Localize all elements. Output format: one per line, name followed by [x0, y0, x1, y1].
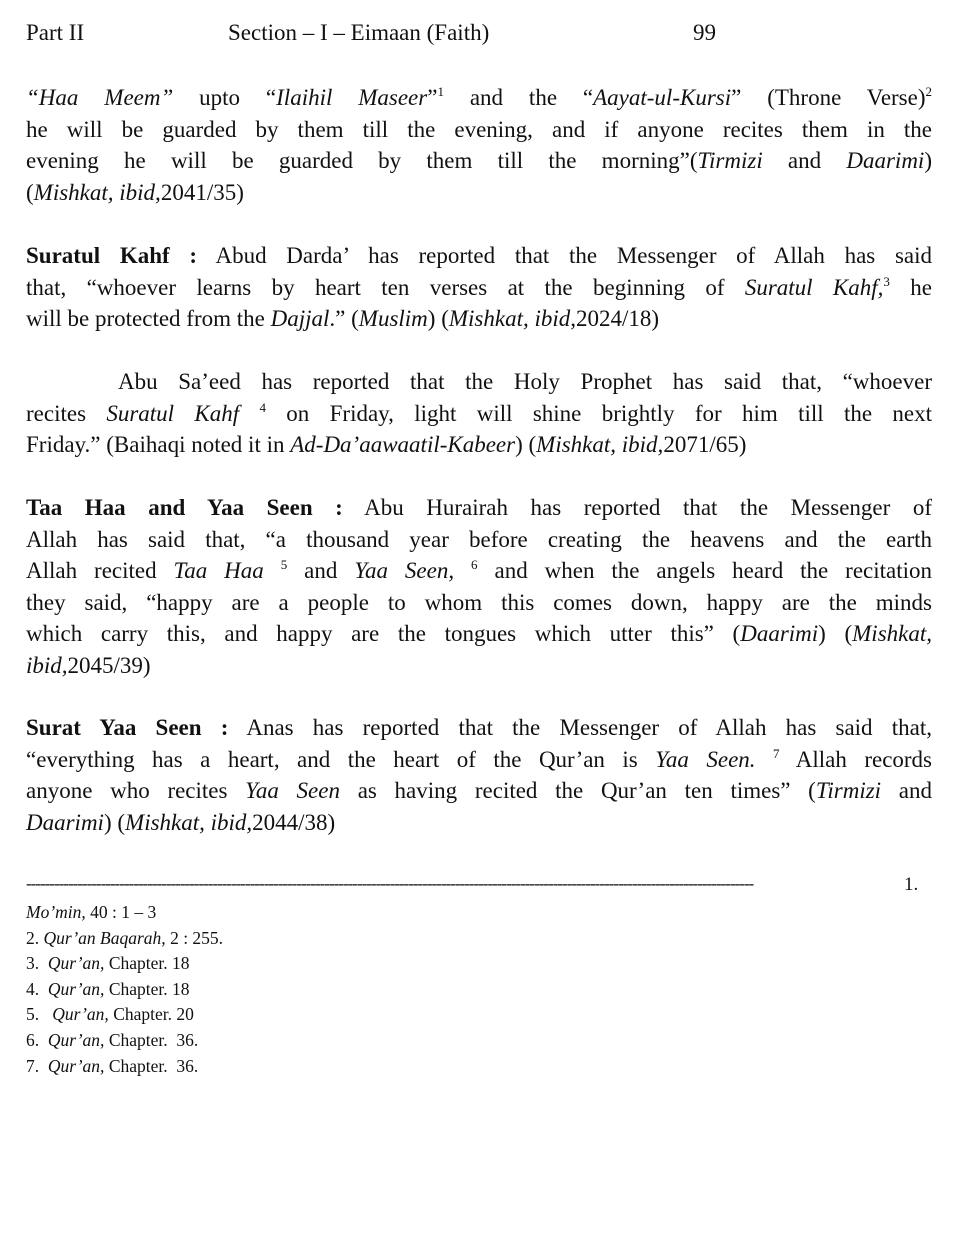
footnote	[26, 1028, 223, 1054]
text-run	[756, 747, 773, 772]
text-run: anyone who recites	[26, 778, 246, 804]
text-run: 2071/65)	[663, 432, 747, 458]
text-run: and	[287, 558, 355, 584]
text-run: Mishkat, ibid,	[125, 809, 253, 835]
text-run: Aayat-ul-Kursi	[593, 85, 732, 110]
footnote	[26, 951, 223, 977]
text-run: 2044/38)	[252, 809, 336, 835]
text-run: Friday.” (Baihaqi noted it in	[26, 432, 291, 458]
text-line	[26, 744, 932, 776]
text-run: ibid,	[26, 652, 68, 678]
text-run: 2 : 255.	[165, 927, 224, 948]
text-run: that, “whoever learns by heart ten verses at the beginning of	[26, 274, 745, 300]
text-run: Mishkat,	[852, 621, 932, 647]
text-line	[26, 429, 932, 461]
text-run: which carry this, and happy are the tongues which utter this” (	[26, 621, 741, 647]
text-run: 2045/39)	[67, 652, 151, 678]
text-run: Daarimi	[740, 621, 819, 647]
text-run: Daarimi	[846, 148, 925, 174]
text-run: 40 : 1 – 3	[85, 902, 157, 922]
text-run: 7.	[26, 1055, 48, 1076]
text-run: Dajjal	[270, 306, 330, 332]
footnote	[26, 977, 223, 1003]
section-heading: Surat Yaa Seen :	[26, 715, 229, 740]
text-run: “Haa Meem”	[26, 85, 174, 110]
text-run: Yaa Seen,	[354, 558, 455, 584]
text-run: and when the angels heard the recitation	[477, 558, 933, 584]
text-run: Abud Darda’ has reported that the Messenger of Allah has said	[197, 243, 932, 268]
text-run: Chapter. 18	[104, 953, 190, 974]
section-heading: Suratul Kahf :	[26, 243, 198, 268]
text-run: Chapter. 36.	[104, 1055, 199, 1076]
text-run: and the “	[443, 85, 594, 110]
paragraph-surat-yaa-seen	[26, 712, 932, 838]
paragraph-taa-haa-yaa-seen	[26, 492, 932, 682]
text-line	[26, 650, 932, 682]
text-run: as having recited the Qur’an ten times” (	[339, 778, 816, 804]
text-run: Tirmizi	[815, 778, 882, 804]
text-run: “everything has a heart, and the heart of the Qur’an is	[26, 746, 656, 772]
text-line	[26, 145, 932, 177]
text-run: 3.	[26, 953, 48, 974]
text-run: on Friday, light will shine brightly for him till the next	[265, 400, 933, 426]
text-run: he	[889, 274, 932, 300]
text-run: 6.	[26, 1029, 48, 1050]
text-line	[26, 492, 932, 524]
footnote-ref: 1	[437, 84, 444, 99]
text-run: ) (	[103, 809, 126, 835]
text-line	[26, 775, 932, 807]
text-run: Abu Hurairah has reported that the Messenger of	[342, 495, 932, 520]
text-run: Muslim	[358, 306, 428, 332]
text-run	[454, 558, 471, 583]
footnote-divider-number: 1.	[904, 874, 919, 895]
text-run: 5.	[26, 1004, 53, 1025]
text-run: Mo’min,	[26, 902, 86, 922]
footnote-ref: 6	[471, 557, 478, 573]
text-run: Chapter. 36.	[104, 1029, 199, 1050]
text-line	[26, 587, 932, 619]
text-run: 2.	[26, 927, 44, 948]
text-run: Taa Haa	[173, 558, 264, 584]
text-run: they said, “happy are a people to whom this comes down, happy are the minds	[26, 589, 932, 615]
text-run: Ad-Da’aawaatil-Kabeer	[290, 432, 516, 458]
text-run: Allah records	[779, 746, 933, 772]
text-line	[26, 177, 932, 209]
text-run: ) (	[427, 306, 449, 332]
footnote-ref: 5	[280, 557, 288, 573]
text-run: 4.	[26, 978, 48, 999]
text-line	[26, 618, 932, 650]
text-line	[26, 82, 932, 114]
footnote	[26, 1054, 223, 1080]
text-run: .” (	[329, 306, 359, 332]
text-run: Chapter. 20	[108, 1004, 194, 1025]
text-run: 2041/35)	[160, 179, 244, 205]
text-line	[26, 366, 932, 398]
section-heading: Taa Haa and Yaa Seen :	[26, 495, 343, 520]
text-line	[26, 398, 932, 430]
text-run: Qur’an,	[47, 978, 105, 999]
footnote	[26, 1002, 223, 1028]
text-run: Allah recited	[26, 558, 174, 584]
text-line	[26, 114, 932, 146]
text-run: and	[881, 778, 932, 804]
text-run: Suratul Kahf	[106, 400, 240, 426]
text-run: (	[26, 179, 34, 205]
text-run: Tirmizi	[697, 148, 763, 174]
header-part: Part II	[26, 20, 85, 45]
text-line	[26, 524, 932, 556]
text-line	[26, 240, 932, 272]
text-run: Yaa Seen.	[655, 746, 756, 772]
text-run: 2024/18)	[576, 306, 660, 332]
text-run: he will be guarded by them till the evening, and if anyone recites them in the	[26, 116, 932, 142]
text-run: ) (	[515, 432, 537, 458]
text-run: will be protected from the	[26, 306, 271, 332]
text-line	[26, 712, 932, 744]
footnote-ref: 3	[883, 273, 890, 289]
text-run: Qur’an,	[47, 1055, 105, 1076]
text-run: Yaa Seen	[245, 778, 340, 804]
text-run: Ilaihil Maseer	[276, 85, 428, 110]
text-run: recites	[26, 400, 107, 426]
text-run: Chapter. 18	[104, 978, 190, 999]
text-run: and	[762, 148, 847, 174]
text-run: Qur’an,	[52, 1004, 109, 1025]
text-run: upto “	[173, 85, 277, 110]
text-run	[239, 401, 259, 426]
text-run: Mishkat, ibid,	[33, 179, 161, 205]
text-run: Mishkat, ibid,	[448, 306, 576, 332]
text-run: evening he will be guarded by them till the morning”(	[26, 148, 698, 174]
text-run: Mishkat, ibid,	[536, 432, 664, 458]
text-run: )	[924, 148, 932, 174]
footnotes	[26, 900, 223, 1079]
paragraph-haa-meem	[26, 82, 932, 208]
text-run: ”	[427, 85, 438, 110]
text-run: ” (Throne Verse)	[731, 85, 926, 110]
page-number: 99	[693, 20, 716, 45]
text-run: Abu Sa’eed has reported that the Holy Prophet has said that, “whoever	[118, 369, 932, 394]
paragraph-suratul-kahf	[26, 240, 932, 335]
paragraph-abu-saeed	[26, 366, 932, 461]
footnote	[26, 926, 223, 952]
text-line	[26, 555, 932, 587]
footnote-divider: ------------------------------------------------------------------------------------------------------------------------------------------------------------	[26, 874, 754, 893]
text-run: Qur’an,	[47, 953, 105, 974]
footnote-ref: 4	[259, 399, 266, 415]
text-run	[264, 558, 281, 583]
text-line	[26, 303, 932, 335]
header-section: Section – I – Eimaan (Faith)	[228, 20, 490, 45]
text-line	[26, 272, 932, 304]
text-run: Daarimi	[26, 809, 104, 835]
footnote-ref: 7	[773, 745, 780, 761]
text-run: Suratul Kahf,	[744, 274, 884, 300]
text-run: Qur’an,	[47, 1029, 105, 1050]
text-run: Qur’an Baqarah,	[43, 927, 166, 948]
footnote	[26, 900, 223, 926]
footnote-ref: 2	[925, 84, 933, 99]
text-run: Anas has reported that the Messenger of Allah has said that,	[228, 715, 932, 740]
text-run: ) (	[818, 621, 853, 647]
text-line	[26, 807, 932, 839]
text-run: Allah has said that, “a thousand year before creating the heavens and the earth	[26, 526, 932, 552]
